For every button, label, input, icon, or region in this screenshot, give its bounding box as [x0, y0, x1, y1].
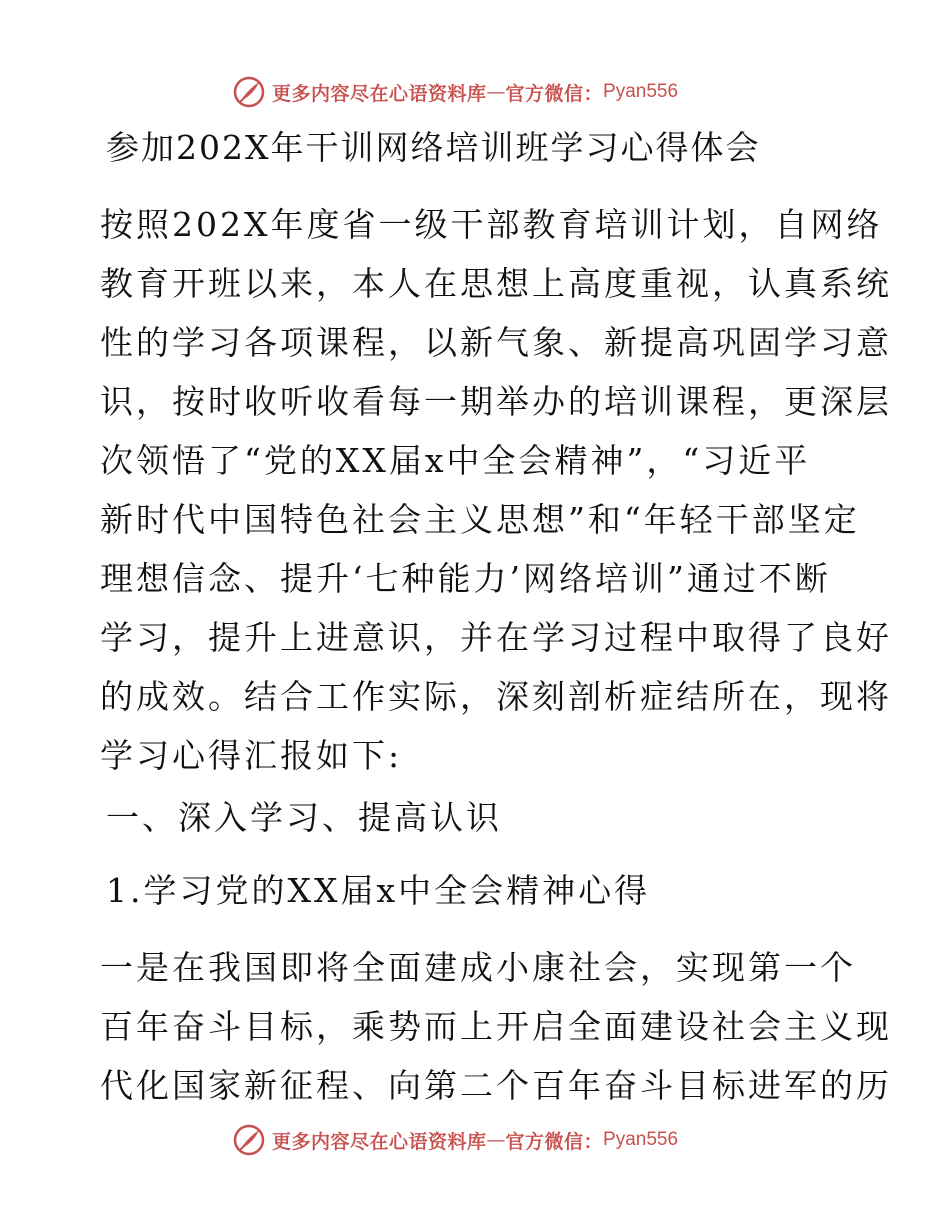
intro-paragraph — [100, 195, 892, 785]
watermark-wechat-id: Pyan556 — [603, 81, 679, 102]
document-title: 参加202X年干训网络培训班学习心得体会 — [106, 128, 761, 167]
paragraph-line: 理想信念、提升‘七种能力’网络培训”通过不断 — [100, 559, 831, 598]
watermark-official-text: 官方微信： — [505, 1130, 604, 1153]
feather-pen-icon — [232, 75, 266, 109]
paragraph-line: 代化国家新征程、向第二个百年奋斗目标进军的历 — [100, 1066, 892, 1105]
body-paragraph — [100, 938, 892, 1115]
paragraph-line: 新时代中国特色社会主义思想”和“年轻干部坚定 — [100, 500, 860, 539]
watermark-wechat-id: Pyan556 — [603, 1129, 679, 1150]
feather-pen-icon — [232, 1123, 266, 1157]
paragraph-line: 次领悟了“党的XX届x中全会精神”，“习近平 — [100, 441, 811, 480]
paragraph-line: 按照202X年度省一级干部教育培训计划，自网络 — [100, 205, 883, 244]
paragraph-line: 百年奋斗目标，乘势而上开启全面建设社会主义现 — [100, 1007, 892, 1046]
watermark-site-text: 更多内容尽在心语资料库 — [272, 1130, 487, 1153]
subsection-heading: 1.学习党的XX届x中全会精神心得 — [106, 871, 651, 910]
watermark-separator: — — [486, 81, 506, 103]
paragraph-line: 教育开班以来，本人在思想上高度重视，认真系统 — [100, 264, 892, 303]
paragraph-line: 一是在我国即将全面建成小康社会，实现第一个 — [100, 948, 856, 987]
paragraph-line: 性的学习各项课程，以新气象、新提高巩固学习意 — [100, 323, 892, 362]
watermark-site-text: 更多内容尽在心语资料库 — [272, 82, 487, 105]
section-heading: 一、深入学习、提高认识 — [106, 798, 502, 837]
header-watermark — [232, 72, 678, 112]
watermark-official-text: 官方微信： — [505, 82, 604, 105]
paragraph-line: 的成效。结合工作实际，深刻剖析症结所在，现将 — [100, 677, 892, 716]
paragraph-line: 学习心得汇报如下: — [100, 736, 403, 775]
paragraph-line: 学习，提升上进意识，并在学习过程中取得了良好 — [100, 618, 892, 657]
watermark-separator: — — [486, 1129, 506, 1151]
paragraph-line: 识，按时收听收看每一期举办的培训课程，更深层 — [100, 382, 892, 421]
footer-watermark — [232, 1120, 678, 1160]
